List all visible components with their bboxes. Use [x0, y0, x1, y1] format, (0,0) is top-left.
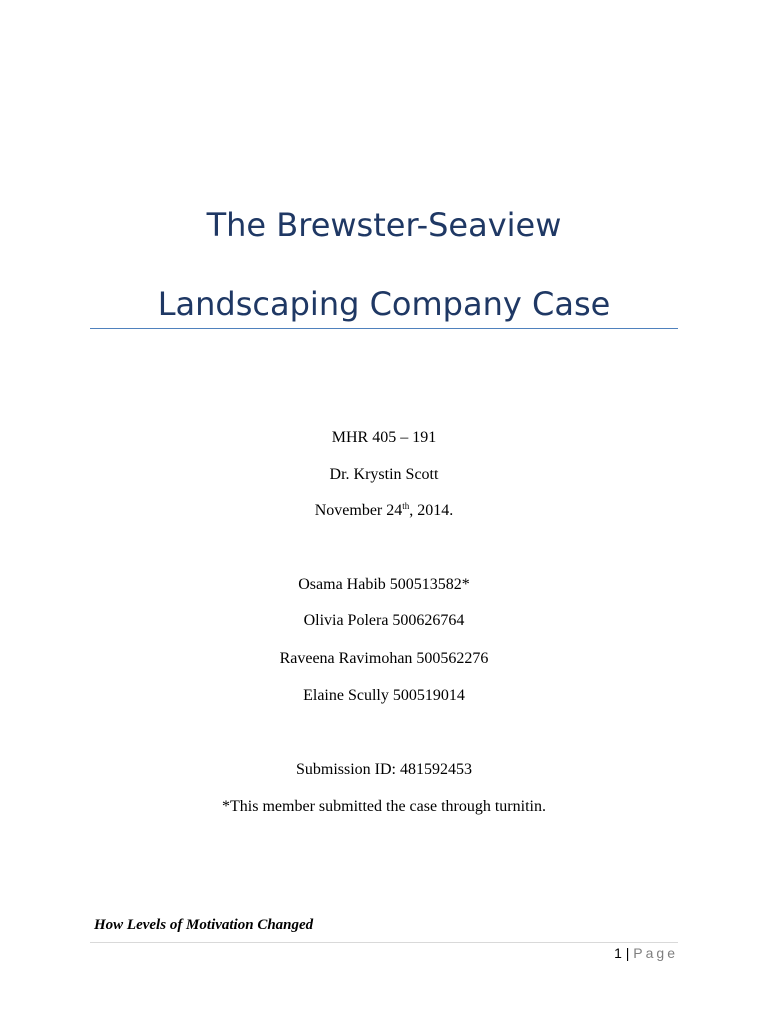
submission-note: *This member submitted the case through turnitin.	[222, 798, 546, 815]
section-heading: How Levels of Motivation Changed	[94, 917, 314, 933]
instructor-name: Dr. Krystin Scott	[329, 466, 439, 483]
date-suffix: , 2014.	[409, 502, 454, 519]
course-code: MHR 405 – 191	[331, 429, 437, 446]
page-number: 1	[614, 945, 622, 961]
member-name: Olivia Polera 500626764	[303, 612, 465, 629]
member-name: Elaine Scully 500519014	[303, 687, 465, 704]
document-title-line-2: Landscaping Company Case	[157, 285, 611, 323]
date-prefix: November 24	[314, 502, 403, 519]
submission-id: Submission ID: 481592453	[295, 761, 472, 778]
page-label: Page	[633, 945, 678, 961]
date-superscript: th	[402, 501, 410, 511]
page-separator: |	[625, 945, 630, 961]
page-number-footer	[614, 944, 678, 962]
member-name: Osama Habib 500513582*	[298, 576, 470, 593]
title-underline-divider	[90, 328, 678, 329]
document-title-line-1: The Brewster-Seaview	[206, 206, 562, 244]
member-name: Raveena Ravimohan 500562276	[279, 650, 489, 667]
submission-date	[0, 501, 768, 521]
footer-divider	[90, 942, 678, 943]
